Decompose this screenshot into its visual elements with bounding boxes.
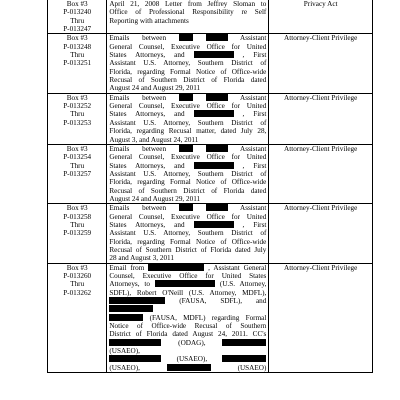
privilege-log-table	[47, 0, 373, 373]
redaction-box	[206, 34, 228, 41]
table-row	[48, 34, 373, 93]
description-text: SDFL), Robert O'Neill (U.S. Attorney, MDFL),	[109, 288, 267, 297]
description-text: Attorneys, to	[109, 280, 150, 289]
description-text: Assistant U.S. Attorney, Southern District of	[109, 169, 267, 178]
table-row	[48, 93, 373, 144]
description-text: Emails	[109, 144, 130, 153]
description-text: States Attorneys, and	[109, 51, 185, 60]
bates-range-cell: Box #3 P-013258 Thru P-013259	[48, 204, 107, 263]
redaction-box	[179, 145, 193, 152]
description-text: between	[142, 93, 167, 102]
redaction-box	[109, 339, 161, 346]
description-text: General Counsel, Executive Office for United	[109, 153, 267, 162]
description-text: Recusal of Southern District of Florida dated	[109, 76, 267, 85]
description-line	[109, 238, 266, 246]
description-line	[109, 330, 266, 338]
description-text: between	[142, 204, 167, 213]
description-text: (ODAG),	[178, 338, 206, 347]
redaction-box	[206, 204, 228, 211]
description-text: (USAEO),	[176, 355, 208, 364]
description-text: (USAEO),	[109, 363, 140, 372]
bates-range-cell: Box #3 P-013240 Thru P-013247	[48, 0, 107, 34]
table-row	[48, 263, 373, 372]
description-text: Assistant U.S. Attorney, Southern District of	[109, 118, 267, 127]
description-text: Recusal of Southern District of Florida dated	[109, 186, 267, 195]
privilege-cell: Attorney-Client Privilege	[269, 34, 373, 93]
bates-range-cell: Box #3 P-013260 Thru P-013262	[48, 263, 107, 372]
description-line	[109, 162, 266, 170]
description-text: , First	[242, 110, 267, 119]
description-text: Emails	[109, 34, 130, 43]
description-text: Florida, regarding Formal Notice of Office-wide	[109, 67, 267, 76]
redaction-box	[155, 280, 215, 287]
description-line	[109, 102, 266, 110]
description-line	[109, 364, 266, 372]
description-text: (FAUSA, MDFL) regarding Formal	[149, 313, 267, 322]
description-text: States Attorneys, and	[109, 110, 185, 119]
description-cell	[107, 93, 269, 144]
description-text: , First	[242, 220, 267, 229]
description-text: between	[142, 34, 167, 43]
redaction-box	[109, 314, 143, 321]
description-line	[109, 153, 266, 161]
redaction-box	[148, 264, 204, 271]
description-line	[109, 314, 266, 322]
description-line	[109, 68, 266, 76]
redaction-box	[109, 297, 165, 304]
redaction-box	[194, 221, 234, 228]
privilege-cell: Attorney-Client Privilege	[269, 204, 373, 263]
description-line	[109, 280, 266, 288]
description-text: August 24 and August 29, 2011	[109, 194, 201, 203]
description-line	[109, 34, 266, 42]
description-cell	[107, 34, 269, 93]
redaction-box	[194, 162, 234, 169]
description-text: Florida, regarding Formal Notice of Office-wide	[109, 178, 267, 187]
description-text: 28 and August 3, 2011	[109, 254, 174, 263]
redaction-box	[222, 355, 266, 362]
description-line	[109, 289, 266, 297]
description-line	[109, 84, 266, 92]
redaction-box	[179, 34, 193, 41]
bates-range-cell: Box #3 P-013254 Thru P-013257	[48, 144, 107, 203]
redaction-box	[109, 355, 161, 362]
description-line	[109, 119, 266, 127]
description-line	[109, 94, 266, 102]
description-line	[109, 195, 266, 203]
description-text: Florida, regarding Recusal matter, dated July 28,	[109, 127, 267, 136]
description-line	[109, 246, 266, 254]
description-line	[109, 110, 266, 118]
description-text: Assistant U.S. Attorney, Southern District of	[109, 229, 267, 238]
description-text: , First	[242, 51, 267, 60]
privilege-log-page	[47, 0, 373, 373]
description-text: District of Florida dated August 24, 2011. CC's	[109, 330, 267, 339]
redaction-box	[179, 204, 193, 211]
privilege-cell: Attorney-Client Privilege	[269, 144, 373, 203]
description-line	[109, 187, 266, 195]
description-text: between	[142, 144, 167, 153]
description-line	[109, 145, 266, 153]
description-text: , First	[242, 161, 267, 170]
redaction-box	[109, 305, 153, 312]
description-text: Counsel, Executive Office for United States	[109, 272, 267, 280]
description-line	[109, 322, 266, 330]
description-text: (FAUSA, SDFL), and	[179, 297, 267, 306]
redaction-box	[179, 94, 193, 101]
description-text: General Counsel, Executive Office for United	[109, 42, 267, 51]
description-line	[109, 272, 266, 280]
description-text: Email from	[109, 263, 145, 272]
description-text: (USAEO)	[237, 363, 267, 372]
description-text: States Attorneys, and	[109, 161, 185, 170]
description-text: Assistant	[240, 204, 267, 213]
privilege-cell: Privacy Act	[269, 0, 373, 34]
redaction-box	[222, 339, 266, 346]
description-line	[109, 221, 266, 229]
description-text: Assistant	[240, 34, 267, 43]
description-text: Assistant	[240, 93, 267, 102]
description-text: States Attorneys, and	[109, 220, 185, 229]
description-cell	[107, 144, 269, 203]
description-cell	[107, 204, 269, 263]
description-line	[109, 355, 266, 363]
description-text: Recusal of Southern District of Florida dated July	[109, 245, 267, 254]
redaction-box	[167, 364, 211, 371]
description-line	[109, 170, 266, 178]
description-cell	[107, 263, 269, 372]
table-row	[48, 0, 373, 34]
table-row	[48, 144, 373, 203]
bates-range-cell: Box #3 P-013252 Thru P-013253	[48, 93, 107, 144]
description-text: Emails	[109, 93, 130, 102]
description-line	[109, 297, 266, 314]
description-line	[109, 76, 266, 84]
description-text: Assistant U.S. Attorney, Southern District of	[109, 59, 267, 68]
description-text: (U.S. Attorney,	[219, 280, 267, 289]
description-line	[109, 43, 266, 51]
description-text: (USAEO),	[109, 347, 140, 356]
description-text: Notice of Office-wide Recusal of Southern	[109, 322, 267, 331]
description-text: General Counsel, Executive Office for United	[109, 102, 267, 111]
description-text: Assistant	[240, 144, 267, 153]
description-line	[109, 229, 266, 237]
redaction-box	[206, 94, 228, 101]
description-line	[109, 51, 266, 59]
privilege-cell: Attorney-Client Privilege	[269, 93, 373, 144]
description-line	[109, 213, 266, 221]
description-text: , Assistant General	[208, 263, 267, 272]
description-line	[109, 127, 266, 135]
description-text: August 24 and August 29, 2011	[109, 84, 201, 93]
description-text: August 3, and August 24, 2011	[109, 135, 199, 144]
description-line	[109, 59, 266, 67]
bates-range-cell: Box #3 P-013248 Thru P-013251	[48, 34, 107, 93]
description-line	[109, 254, 266, 262]
redaction-box	[194, 51, 234, 58]
redaction-box	[194, 110, 234, 117]
redaction-box	[206, 145, 228, 152]
description-line	[109, 136, 266, 144]
description-text: Florida, regarding Formal Notice of Office-wide	[109, 237, 267, 246]
description-line	[109, 178, 266, 186]
description-line	[109, 264, 266, 272]
description-text: Emails	[109, 204, 130, 213]
description-line	[109, 339, 266, 356]
table-row	[48, 204, 373, 263]
description-line	[109, 204, 266, 212]
description-text: General Counsel, Executive Office for United	[109, 212, 267, 221]
privilege-cell: Attorney-Client Privilege	[269, 263, 373, 372]
description-cell: April 21, 2008 Letter from Jeffrey Sloman to Office of Professional Responsibility re Self Reporting with attachments	[107, 0, 269, 34]
